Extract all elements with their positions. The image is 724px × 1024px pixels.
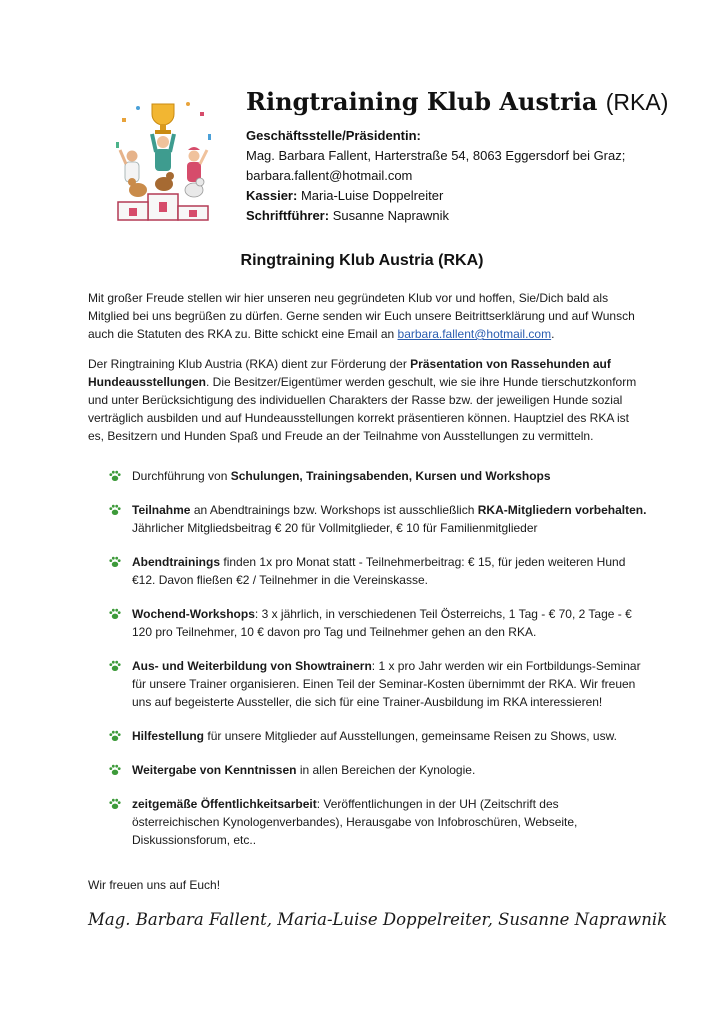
secretary-label: Schriftführer:	[246, 208, 330, 223]
email-link[interactable]: barbara.fallent@hotmail.com	[397, 327, 552, 341]
treasurer-name: Maria-Luise Doppelreiter	[300, 188, 444, 203]
treasurer-line	[246, 186, 625, 206]
paw-icon	[108, 469, 122, 483]
item-bold: Hilfestellung	[132, 729, 205, 743]
item-bold-end: .	[643, 503, 647, 517]
list-item	[108, 467, 648, 485]
paw-icon	[108, 503, 122, 517]
item-text: für unsere Mitglieder auf Ausstellungen, gemeinsame Reisen zu Shows, usw.	[207, 729, 617, 743]
closing-line: Wir freuen uns auf Euch!	[88, 878, 221, 892]
purpose-paragraph	[88, 355, 648, 445]
club-title	[246, 87, 668, 116]
item-bold: zeitgemäße Öffentlichkeitsarbeit	[132, 797, 317, 811]
paw-icon	[108, 763, 122, 777]
paw-icon	[108, 607, 122, 621]
president-address: Mag. Barbara Fallent, Harterstraße 54, 8063 Eggersdorf bei Graz;	[246, 148, 626, 163]
purpose-text-2: . Die Besitzer/Eigentümer werden geschult, wie sie ihre Hunde tierschutzkonform und unter Berücksichtigung des individuellen Charakters der Rasse bzw. der jeweiligen Hunde sozial verträglich ausbilden und auf Hundeausstellungen korrekt präsentieren können. Hauptziel des RKA ist es, Besitzern und Hunden Spaß und Freude an der Teilnahme von Ausstellungen zu vermitteln.	[88, 375, 637, 443]
item-bold: Weitergabe von Kenntnissen	[132, 763, 297, 777]
feature-list	[108, 467, 648, 865]
paw-icon	[108, 729, 122, 743]
purpose-text-1: Der Ringtraining Klub Austria (RKA) dient zur Förderung der	[88, 357, 407, 371]
secretary-name: Susanne Naprawnik	[332, 208, 450, 223]
item-bold: Wochend-Workshops	[132, 607, 255, 621]
item-bold: Abendtrainings	[132, 555, 221, 569]
item-bold: Teilnahme	[132, 503, 191, 517]
item-text: an Abendtrainings bzw. Workshops ist ausschließlich	[193, 503, 475, 517]
intro-text: Mit großer Freude stellen wir hier unseren neu gegründeten Klub vor und hoffen, Sie/Dich bald als Mitglied bei uns begrüßen zu dürfen. Gerne senden wir Euch unsere Beitrittserklärung und auf Wunsch auch die Statuten des RKA zu. Bitte schickt eine Email an	[88, 291, 635, 341]
list-item	[108, 605, 648, 641]
intro-end: .	[551, 327, 555, 341]
contact-block	[246, 126, 625, 226]
item-bold: Aus- und Weiterbildung von Showtrainern	[132, 659, 372, 673]
list-item	[108, 553, 648, 589]
list-item	[108, 657, 648, 711]
item-bold-2: RKA-Mitgliedern vorbehalten	[477, 503, 644, 517]
list-item	[108, 727, 648, 745]
paw-icon	[108, 555, 122, 569]
item-text: : Veröffentlichungen in der UH (Zeitschrift des österreichischen Kynologenverbandes), Herausgabe von Infobroschüren, Webseite, Diskussionsforum, etc..	[132, 797, 578, 847]
treasurer-label: Kassier:	[246, 188, 298, 203]
trophy-podium-dogs-icon	[108, 98, 220, 222]
item-text: finden 1x pro Monat statt - Teilnehmerbeitrag: € 15, für jeden weiteren Hund €12. Davon fließen €2 / Teilnehmer in die Vereinskasse.	[132, 555, 626, 587]
item-bold: Schulungen, Trainingsabenden, Kursen und Workshops	[230, 469, 551, 483]
paw-icon	[108, 659, 122, 673]
item-text: : 3 x jährlich, in verschiedenen Teil Österreichs, 1 Tag - € 70, 2 Tage - € 120 pro Teilnehmer, 10 € davon pro Tag und Teilnehmer gehen an den RKA.	[132, 607, 632, 639]
item-extra: Jährlicher Mitgliedsbeitrag € 20 für Vollmitglieder, € 10 für Familienmitglieder	[132, 521, 538, 535]
list-item	[108, 795, 648, 849]
page-title: Ringtraining Klub Austria (RKA)	[240, 252, 484, 269]
secretary-line	[246, 206, 625, 226]
item-text: in allen Bereichen der Kynologie.	[299, 763, 476, 777]
list-item	[108, 761, 648, 779]
list-item	[108, 501, 648, 537]
club-title-abbr: (RKA)	[605, 89, 669, 115]
president-email: barbara.fallent@hotmail.com	[246, 168, 413, 183]
signature: Mag. Barbara Fallent, Maria-Luise Doppelreiter, Susanne Naprawnik	[88, 910, 668, 929]
paw-icon	[108, 797, 122, 811]
item-text: : 1 x pro Jahr werden wir ein Fortbildungs-Seminar für unsere Trainer organisieren. Einen Teil der Seminar-Kosten übernimmt der RKA. Wir freuen uns auf begeisterte Aussteller, die sich für eine Trainer-Ausbildung im RKA interessieren!	[132, 659, 641, 709]
purpose-bold: Präsentation von Rassehunden auf Hundeausstellungen	[88, 357, 611, 389]
intro-paragraph	[88, 289, 648, 343]
club-title-name: Ringtraining Klub Austria	[246, 87, 598, 116]
office-label: Geschäftsstelle/Präsidentin:	[246, 128, 421, 143]
item-text: Durchführung von	[132, 469, 228, 483]
